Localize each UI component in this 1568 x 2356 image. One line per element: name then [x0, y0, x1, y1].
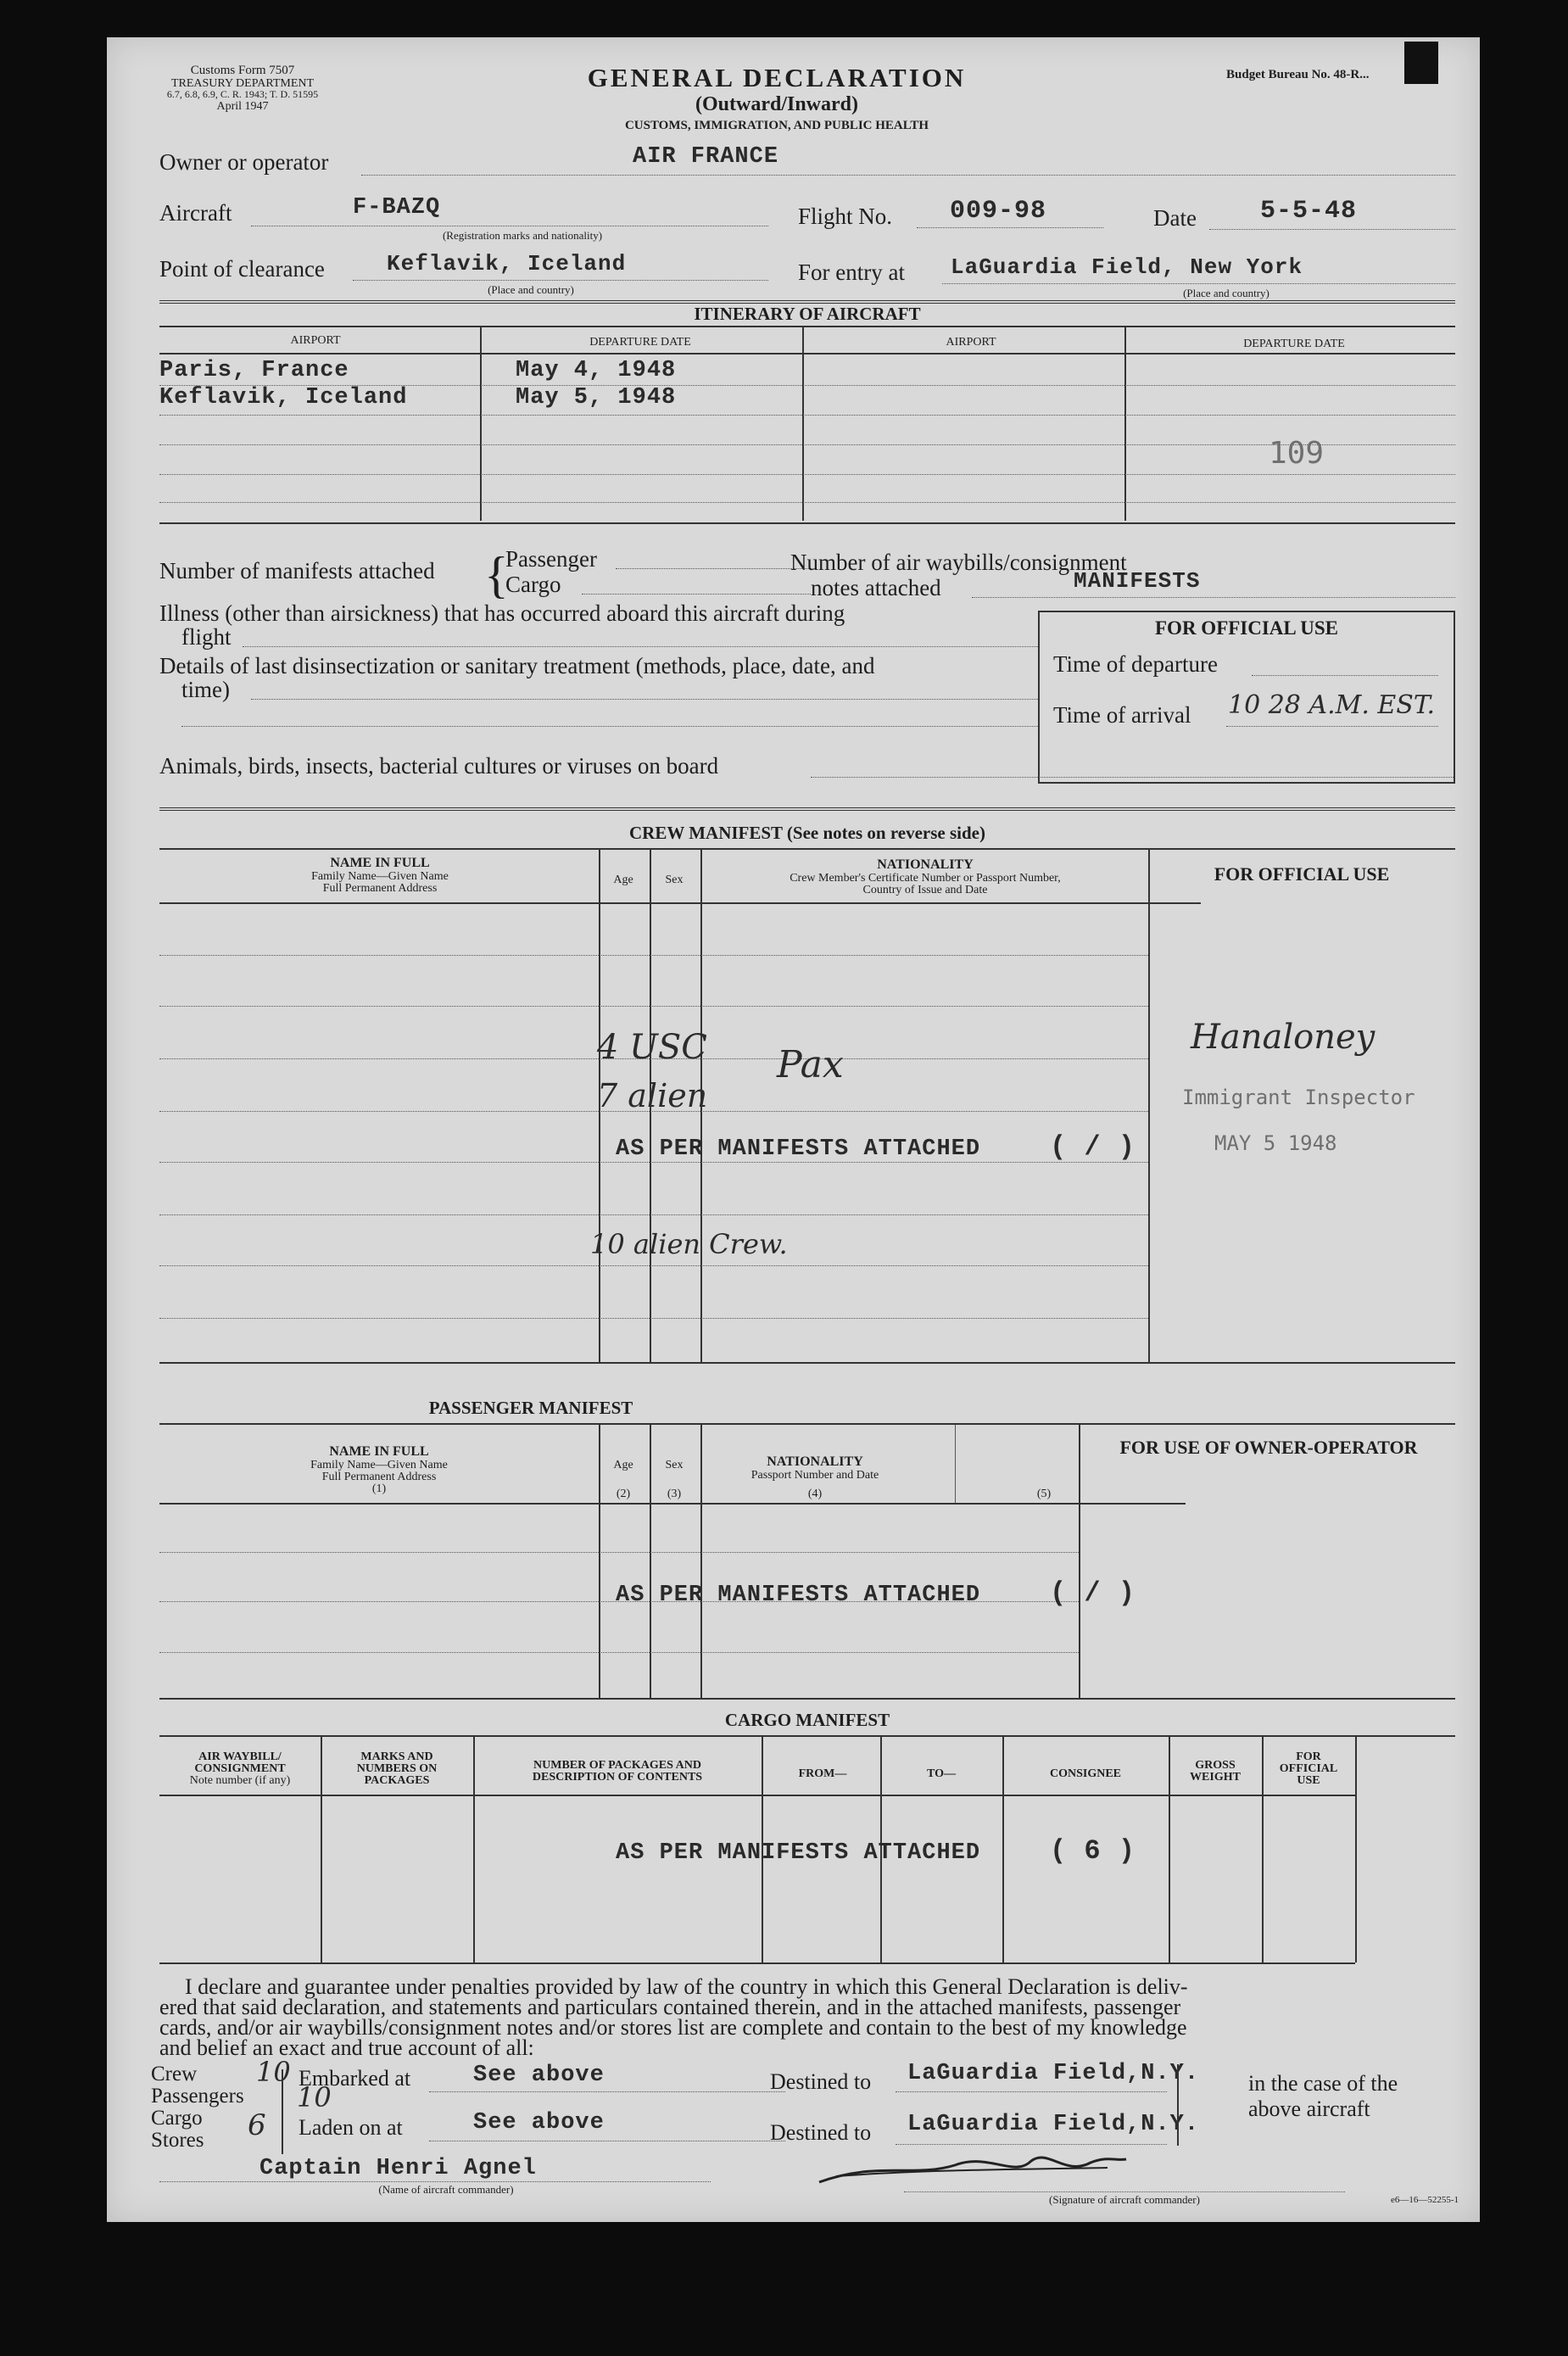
itin-airport-2: Keflavik, Iceland	[159, 385, 408, 410]
illness-label-2: flight	[181, 624, 232, 650]
cargo-col-weight-1: GROSS	[1195, 1759, 1236, 1772]
pax-col-nationality: NATIONALITY	[767, 1454, 863, 1469]
pax-col-name-sub1: Family Name—Given Name	[310, 1459, 448, 1471]
pax-col-nat-sub: Passport Number and Date	[751, 1469, 879, 1482]
disinsect-label-2: time)	[181, 677, 230, 702]
laden-value: See above	[473, 2110, 605, 2135]
crew-hand-alien: 7 alien	[597, 1077, 708, 1114]
passengers-count-value: 10	[297, 2081, 332, 2113]
form-number: Customs Form 7507	[190, 64, 295, 77]
cargo-col-waybill-1: AIR WAYBILL/	[198, 1750, 282, 1763]
crew-title: CREW MANIFEST (See notes on reverse side)	[629, 823, 985, 843]
cargo-col-consignee: CONSIGNEE	[1049, 1767, 1122, 1780]
cargo-title: CARGO MANIFEST	[724, 1710, 890, 1730]
itin-col-airport-2: AIRPORT	[946, 336, 996, 349]
notes-label: notes attached	[811, 575, 941, 600]
destined-value-2: LaGuardia Field,N.Y.	[907, 2112, 1200, 2137]
itinerary-title: ITINERARY OF AIRCRAFT	[694, 304, 921, 324]
brace: {	[484, 547, 509, 603]
manifests-label: Number of manifests attached	[159, 558, 435, 583]
aircraft-value: F-BAZQ	[353, 195, 441, 221]
cargo-col-marks-1: MARKS AND	[360, 1750, 433, 1763]
pax-col-num4: (4)	[807, 1488, 823, 1500]
crew-col-sex: Sex	[665, 874, 684, 886]
form-title: GENERAL DECLARATION	[587, 63, 967, 92]
crew-count-value: 10	[256, 2056, 291, 2088]
declaration-line-4: and belief an exact and true account of all:	[159, 2035, 534, 2060]
inspector-signature: Hanaloney	[1191, 1018, 1375, 1057]
animals-label: Animals, birds, insects, bacterial cultures or viruses on board	[159, 753, 719, 779]
aircraft-caption: (Registration marks and nationality)	[442, 229, 603, 242]
crew-hand-pax: Pax	[777, 1043, 844, 1086]
crew-col-name-sub1: Family Name—Given Name	[311, 870, 449, 883]
cargo-col-waybill-3: Note number (if any)	[189, 1774, 291, 1787]
form-page	[107, 37, 1480, 2222]
pax-as-per: AS PER MANIFESTS ATTACHED	[616, 1583, 981, 1608]
cargo-col-from: FROM—	[798, 1767, 847, 1780]
itin-date-1: May 4, 1948	[516, 358, 677, 383]
crew-col-age: Age	[613, 874, 633, 886]
clearance-value: Keflavik, Iceland	[387, 251, 627, 276]
pax-col-num2: (2)	[616, 1488, 631, 1500]
flight-value: 009-98	[950, 197, 1047, 226]
cargo-count-value: 6	[248, 2108, 266, 2142]
itin-col-airport-1: AIRPORT	[290, 334, 341, 347]
commander-caption: (Name of aircraft commander)	[378, 2183, 514, 2196]
cargo-col-to: TO—	[927, 1767, 956, 1780]
cargo-col-weight-2: WEIGHT	[1190, 1771, 1241, 1784]
official-use-title: FOR OFFICIAL USE	[1155, 617, 1338, 639]
agencies: CUSTOMS, IMMIGRATION, AND PUBLIC HEALTH	[624, 119, 929, 132]
pax-col-num3: (3)	[667, 1488, 682, 1500]
crew-col-name: NAME IN FULL	[330, 856, 430, 870]
regulations: 6.7, 6.8, 6.9, C. R. 1943; T. D. 51595	[166, 88, 319, 100]
inspection-stamp-date: MAY 5 1948	[1214, 1131, 1337, 1155]
cargo-col-marks-2: NUMBERS ON	[356, 1762, 438, 1775]
date-label: Date	[1153, 205, 1197, 231]
case-label-1: in the case of the	[1248, 2071, 1398, 2096]
departure-time-label: Time of departure	[1053, 651, 1218, 677]
budget-bureau: Budget Bureau No. 48-R...	[1226, 68, 1370, 81]
itin-col-departure-1: DEPARTURE DATE	[589, 336, 691, 349]
date-value: 5-5-48	[1260, 197, 1358, 226]
cargo-col-official-3: USE	[1297, 1774, 1320, 1787]
crew-hand-usc: 4 USC	[597, 1028, 707, 1067]
clearance-label: Point of clearance	[159, 256, 325, 282]
crew-col-nat-sub1: Crew Member's Certificate Number or Passport Number,	[790, 872, 1061, 885]
crew-hand-alien-crew: 10 alien Crew.	[590, 1228, 788, 1260]
crew-col-nat-sub2: Country of Issue and Date	[862, 884, 988, 896]
crew-col-official: FOR OFFICIAL USE	[1214, 863, 1390, 885]
laden-label: Laden on at	[299, 2115, 403, 2140]
declaration-line-1: I declare and guarantee under penalties provided by law of the country in which this General Declaration is deliv-	[185, 1974, 1188, 1999]
crew-count: ( / )	[1050, 1131, 1136, 1163]
cargo-as-per: AS PER MANIFESTS ATTACHED	[616, 1840, 981, 1866]
arrival-time-value: 10 28 A.M. EST.	[1228, 690, 1435, 720]
pax-col-name: NAME IN FULL	[329, 1444, 429, 1459]
illness-label: Illness (other than airsickness) that has occurred aboard this aircraft during	[159, 600, 845, 626]
clearance-caption: (Place and country)	[488, 283, 574, 296]
cargo-col-official-2: OFFICIAL	[1279, 1762, 1338, 1775]
itin-date-2: May 5, 1948	[516, 385, 677, 410]
embarked-label: Embarked at	[299, 2066, 411, 2091]
case-label-2: above aircraft	[1248, 2096, 1370, 2121]
passenger-label: Passenger	[505, 546, 597, 572]
itin-airport-1: Paris, France	[159, 358, 349, 383]
itin-col-departure-2: DEPARTURE DATE	[1243, 338, 1345, 350]
flight-label: Flight No.	[798, 204, 893, 229]
cargo-col-packages-1: NUMBER OF PACKAGES AND	[533, 1759, 701, 1772]
cargo-count: ( 6 )	[1050, 1835, 1136, 1867]
destined-value-1: LaGuardia Field,N.Y.	[907, 2061, 1200, 2086]
declaration-line-3: cards, and/or air waybills/consignment notes and/or stores list are complete and contain to the best of my knowledge	[159, 2015, 1187, 2040]
entry-label: For entry at	[798, 260, 905, 285]
signature-caption: (Signature of aircraft commander)	[1049, 2193, 1200, 2206]
owner-value: AIR FRANCE	[633, 144, 779, 170]
pax-count: ( / )	[1050, 1577, 1136, 1609]
corner-mark	[1404, 42, 1438, 84]
destined-label-2: Destined to	[770, 2120, 872, 2145]
cargo-col-official-1: FOR	[1296, 1750, 1321, 1763]
crew-count-label: Crew	[151, 2063, 198, 2085]
embarked-value: See above	[473, 2063, 605, 2088]
arrival-time-label: Time of arrival	[1053, 702, 1191, 728]
aircraft-label: Aircraft	[159, 200, 232, 226]
entry-caption: (Place and country)	[1183, 287, 1269, 299]
owner-label: Owner or operator	[159, 149, 329, 175]
entry-value: LaGuardia Field, New York	[951, 254, 1303, 280]
pax-col-owner: FOR USE OF OWNER-OPERATOR	[1119, 1437, 1418, 1458]
passenger-title: PASSENGER MANIFEST	[428, 1398, 633, 1418]
destined-label-1: Destined to	[770, 2069, 872, 2094]
stamp-number: 109	[1269, 436, 1325, 471]
pax-col-name-sub2: Full Permanent Address	[321, 1471, 437, 1483]
print-code: e6—16—52255-1	[1390, 2195, 1459, 2205]
commander-signature	[811, 2144, 1133, 2195]
cargo-col-packages-2: DESCRIPTION OF CONTENTS	[532, 1771, 703, 1784]
form-subtitle: (Outward/Inward)	[695, 93, 858, 115]
disinsect-label: Details of last disinsectization or sanitary treatment (methods, place, date, and	[159, 653, 875, 678]
pax-col-num5: (5)	[1036, 1488, 1052, 1500]
cargo-col-marks-3: PACKAGES	[364, 1774, 430, 1787]
declaration-line-2: ered that said declaration, and statements and particulars contained therein, and in the attached manifests, passenger	[159, 1995, 1181, 2019]
commander-name: Captain Henri Agnel	[259, 2156, 537, 2181]
waybills-value: MANIFESTS	[1074, 568, 1201, 594]
pax-col-sex: Sex	[665, 1459, 684, 1471]
crew-col-nationality: NATIONALITY	[877, 857, 974, 872]
cargo-col-waybill-2: CONSIGNMENT	[194, 1762, 286, 1775]
department: TREASURY DEPARTMENT	[170, 77, 315, 90]
waybills-label: Number of air waybills/consignment	[790, 550, 1127, 575]
cargo-count-label: Cargo	[151, 2107, 203, 2130]
inspector-title: Immigrant Inspector	[1182, 1086, 1415, 1109]
pax-col-num1: (1)	[371, 1482, 387, 1495]
crew-col-name-sub2: Full Permanent Address	[322, 882, 438, 895]
stores-count-label: Stores	[151, 2129, 204, 2152]
crew-as-per: AS PER MANIFESTS ATTACHED	[616, 1136, 981, 1162]
cargo-label: Cargo	[505, 572, 561, 597]
form-date: April 1947	[216, 100, 269, 113]
pax-col-age: Age	[613, 1459, 633, 1471]
passengers-count-label: Passengers	[151, 2085, 244, 2108]
